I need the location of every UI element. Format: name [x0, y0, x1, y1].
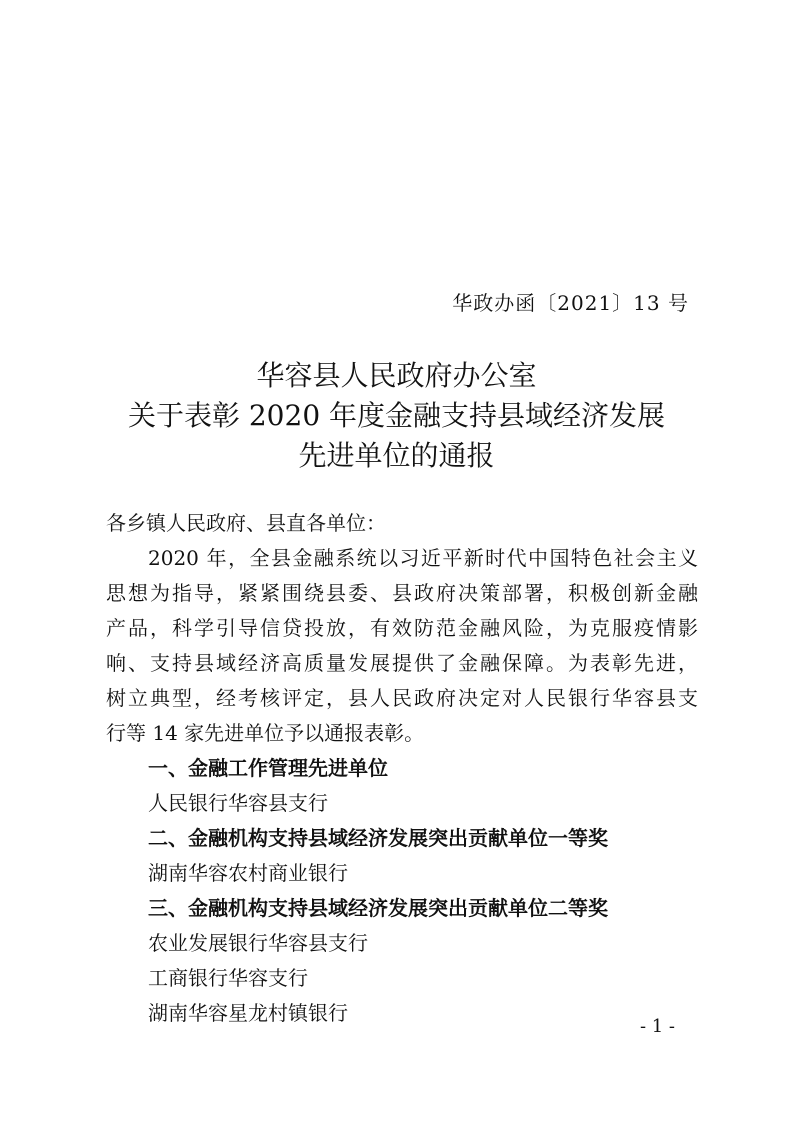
- section-item: 人民银行华容县支行: [148, 791, 328, 815]
- section-item: 湖南华容星龙村镇银行: [148, 1001, 348, 1025]
- section-heading: 二、金融机构支持县域经济发展突出贡献单位一等奖: [148, 826, 608, 850]
- section-item: 工商银行华容支行: [148, 966, 308, 990]
- intro-line: 2020 年，全县金融系统以习近平新时代中国特色社会主义: [148, 546, 698, 570]
- document-body: [106, 506, 698, 1031]
- section-item: 湖南华容农村商业银行: [148, 861, 348, 885]
- intro-line: 响、支持县域经济高质量发展提供了金融保障。为表彰先进，: [106, 651, 698, 675]
- title-line: 先进单位的通报: [298, 439, 495, 472]
- salutation: 各乡镇人民政府、县直各单位：: [106, 511, 386, 535]
- section-item: 农业发展银行华容县支行: [148, 931, 368, 955]
- intro-line: 思想为指导，紧紧围绕县委、县政府决策部署，积极创新金融: [106, 581, 698, 605]
- intro-line: 树立典型，经考核评定，县人民政府决定对人民银行华容县支: [106, 686, 698, 710]
- title-line: 华容县人民政府办公室: [256, 359, 537, 392]
- document-number: 华政办函〔2021〕13 号: [452, 291, 689, 315]
- intro-line: 行等 14 家先进单位予以通报表彰。: [106, 721, 425, 745]
- page-number: - 1 -: [639, 1016, 675, 1037]
- section-heading: 一、金融工作管理先进单位: [148, 756, 388, 780]
- section-heading: 三、金融机构支持县域经济发展突出贡献单位二等奖: [148, 896, 608, 920]
- title-line: 关于表彰 2020 年度金融支持县域经济发展: [127, 399, 666, 432]
- intro-line: 产品，科学引导信贷投放，有效防范金融风险，为克服疫情影: [106, 616, 698, 640]
- document-title: [0, 356, 793, 476]
